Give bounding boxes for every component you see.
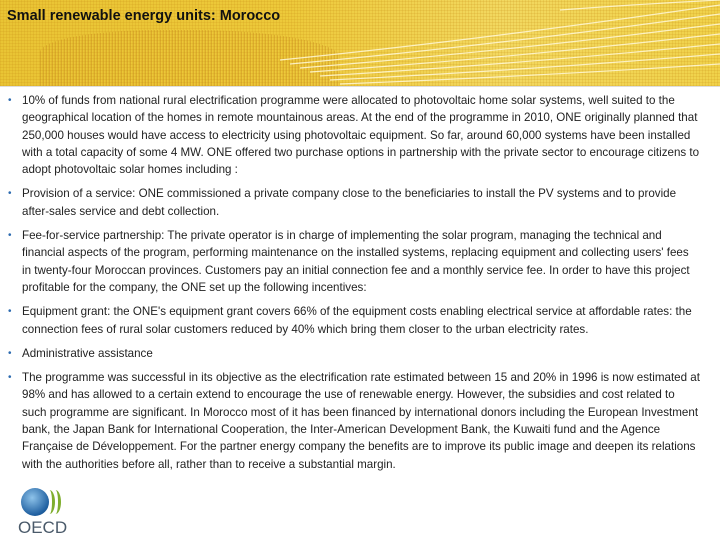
list-item — [0, 369, 700, 473]
list-item-text: Administrative assistance — [22, 346, 153, 360]
list-item — [0, 345, 700, 362]
list-item — [0, 92, 700, 178]
bullet-icon: • — [8, 306, 12, 318]
bullet-icon: • — [8, 347, 12, 359]
list-item — [0, 185, 700, 220]
header-banner — [0, 0, 720, 86]
arc-icon — [50, 490, 61, 514]
list-item-text: Equipment grant: the ONE's equipment grant covers 66% of the equipment costs enabling electrical service at affordable rates: the connection fees of rural solar customers reduced by 40% which bring them closer to the urban electricity rates. — [22, 305, 692, 336]
divider — [0, 86, 720, 87]
bullet-list — [0, 92, 700, 480]
bullet-icon: • — [8, 230, 12, 242]
list-item — [0, 303, 700, 338]
page-title: Small renewable energy units: Morocco — [7, 8, 281, 24]
oecd-logo — [18, 488, 68, 540]
bullet-icon: • — [8, 95, 12, 106]
bullet-icon: • — [8, 372, 12, 384]
list-item-text: Provision of a service: ONE commissioned a private company close to the beneficiaries to install the PV systems and to provide after-sales service and debt collection. — [22, 187, 677, 218]
list-item-text: 10% of funds from national rural electrification programme were allocated to photovoltaic home solar systems, well suited to the geographical location of the homes in remote mountainous areas. At the end of the programme in 2010, ONE originally planned that 250,000 houses would have access to electricity using photovoltaic equipment. So far, around 60,000 systems have been installed with a total capacity of some 4 MW. ONE offered two purchase options in partnership with the private sector to encourage citizens to adopt photovoltaic solar homes including : — [22, 94, 700, 177]
bullet-icon: • — [8, 188, 12, 200]
list-item — [0, 227, 700, 296]
list-item-text: The programme was successful in its objective as the electrification rate estimated between 15 and 20% in 1996 is now estimated at 98% and has allowed to a certain extend to encourage the use of renewable energy. However, the subsidies and cost related to such programme are significant. In Morocco most of it has been financed by international donors including the European Investment bank, the Japan Bank for International Cooperation, the Inter-American Development Bank, the Kuwaiti fund and the Agence Française de Développement. For the partner energy company the benefits are to improve its public image and deepen its relations with the authorities before all, rather than to receive a substantial margin. — [22, 371, 700, 471]
logo-text: OECD — [18, 518, 68, 537]
light-rays-graphic — [260, 0, 720, 86]
list-item-text: Fee-for-service partnership: The private operator is in charge of implementing the solar program, managing the technical and financial aspects of the program, performing maintenance on the installed systems, replacing equipment and collecting users' fees in twenty-four Moroccan provinces. Customers pay an initial connection fee and a monthly service fee. In order to have this project profitable for the company, the ONE set up the following incentives: — [22, 229, 690, 294]
